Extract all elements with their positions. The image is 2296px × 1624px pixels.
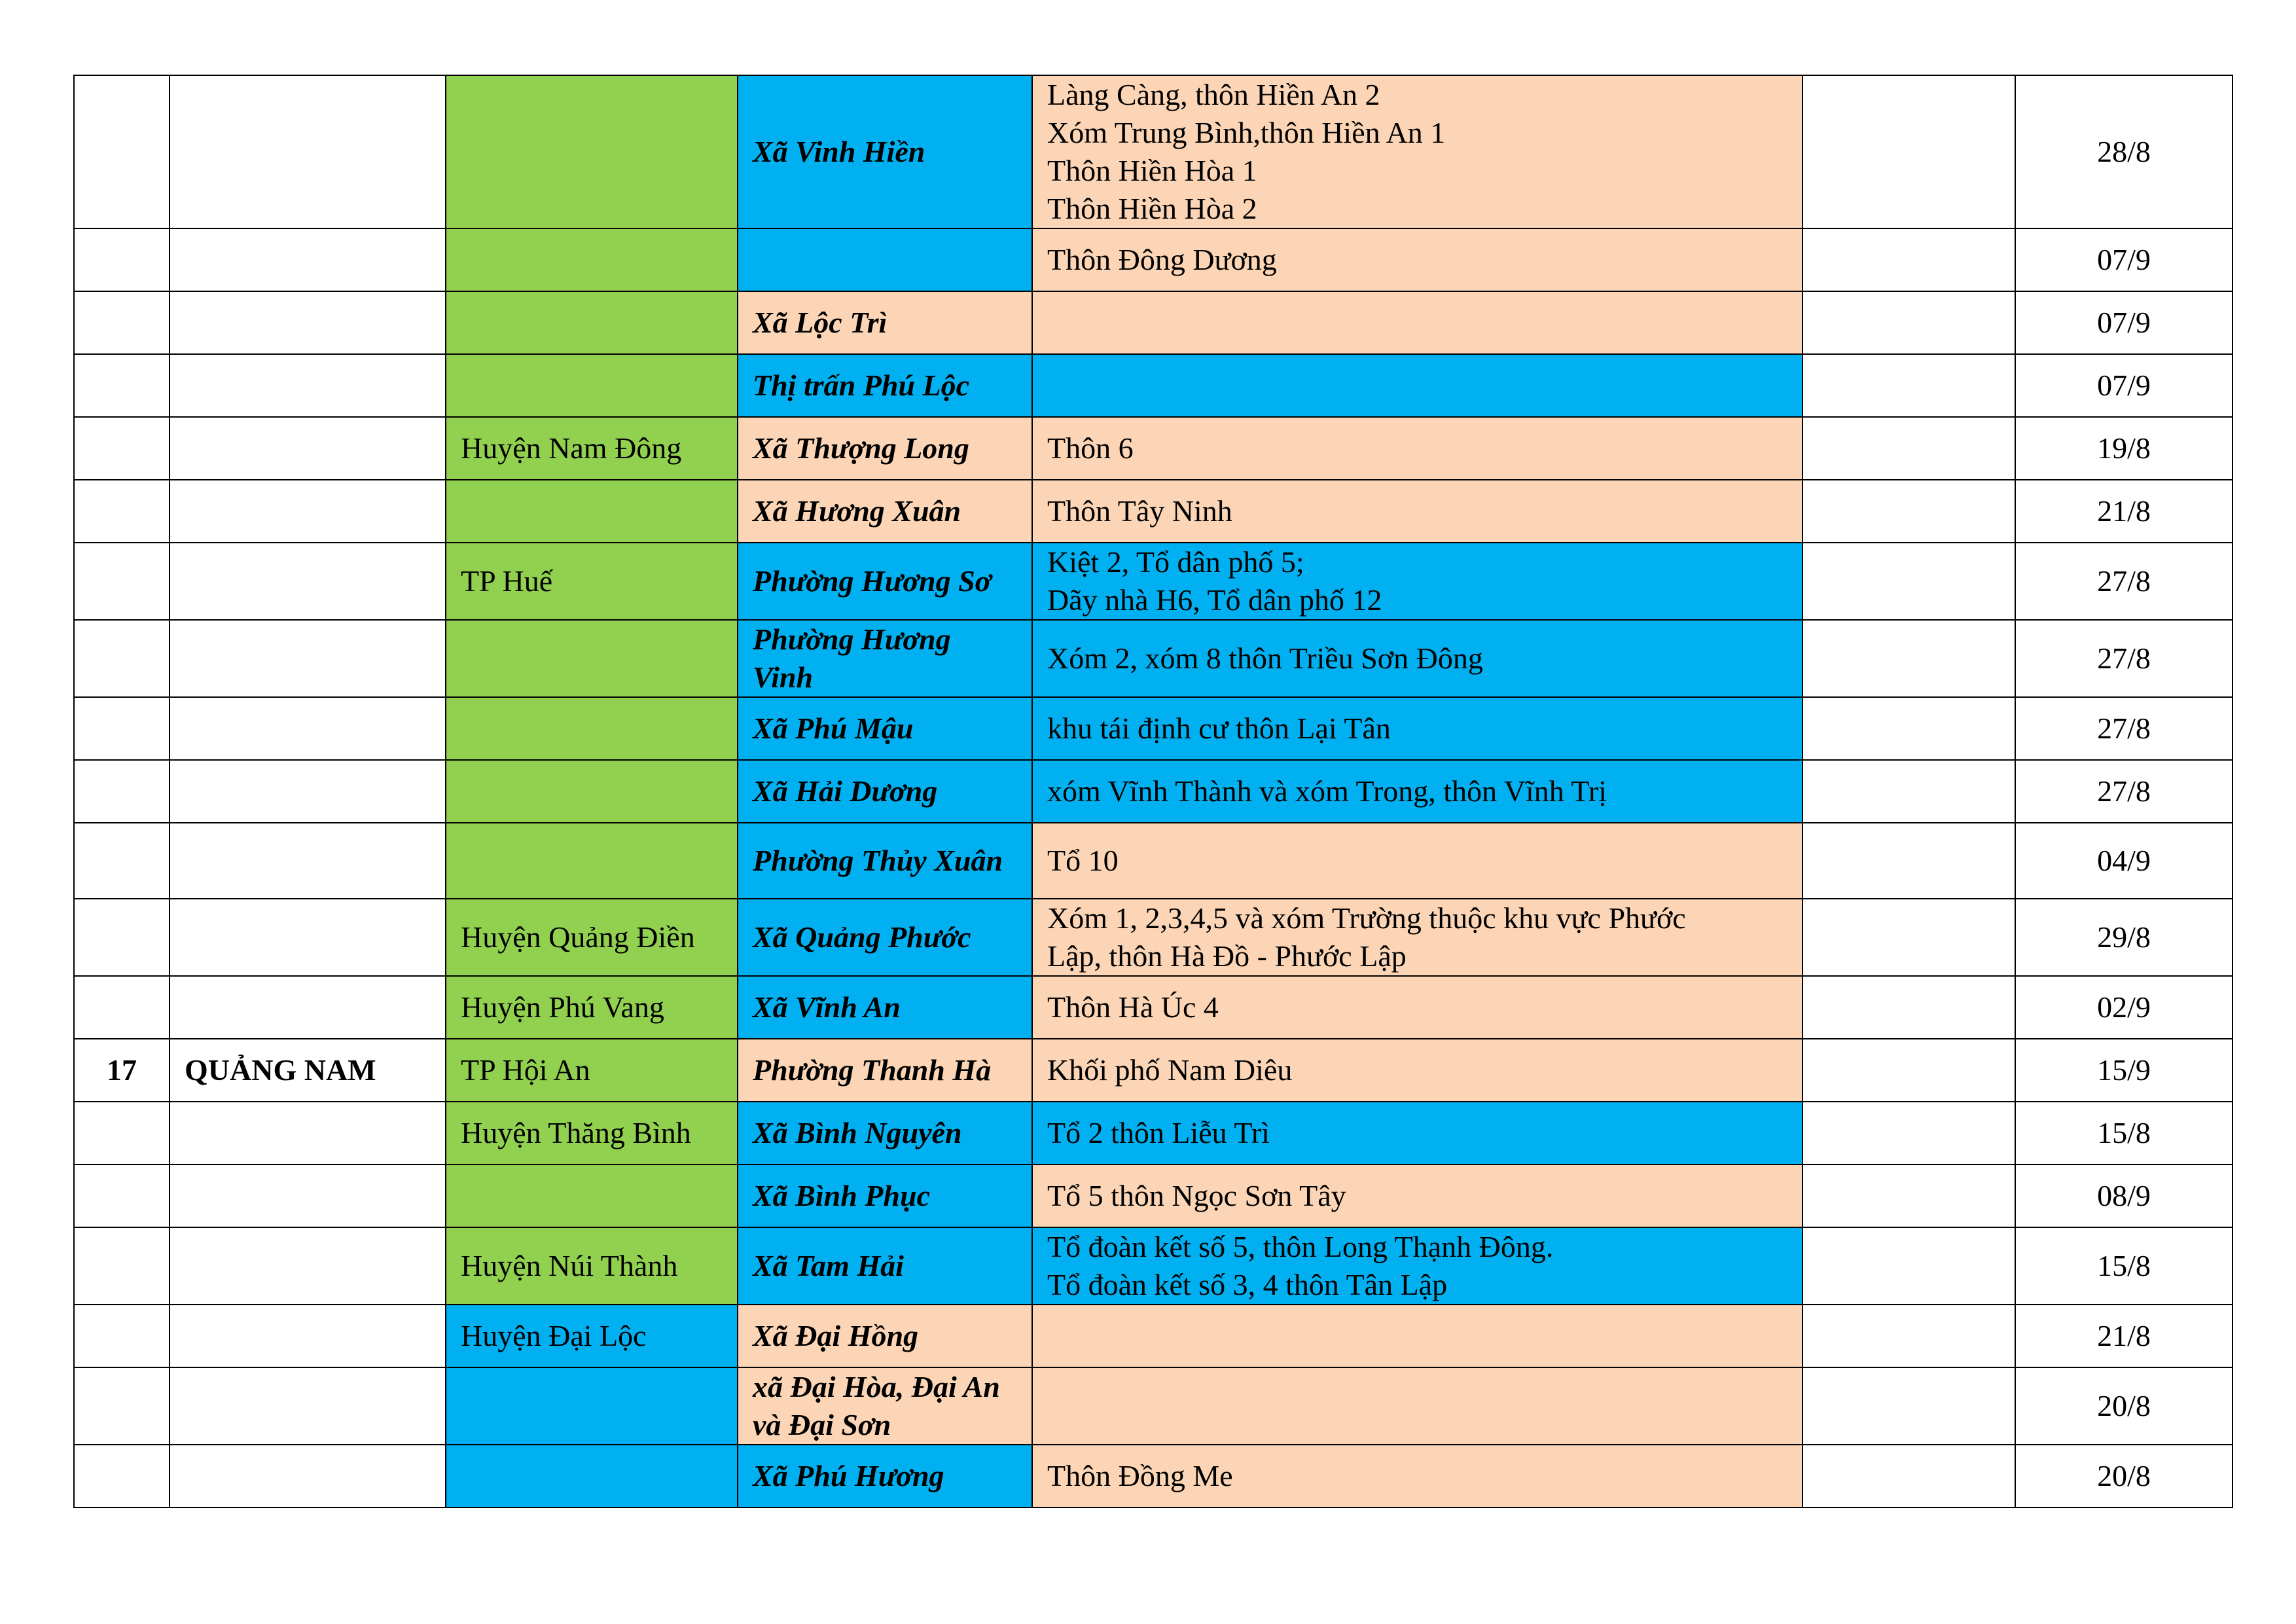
commune-cell: Xã Đại Hồng [738, 1305, 1032, 1367]
province-cell [170, 291, 446, 354]
area-cell [1032, 1367, 1803, 1445]
row-number-cell [74, 1102, 170, 1164]
empty-cell [1803, 620, 2015, 697]
area-line: Thôn Hà Úc 4 [1047, 990, 1219, 1024]
area-line: Thôn Hiền Hòa 2 [1047, 192, 1257, 225]
area-cell [1032, 228, 1803, 291]
province-cell [170, 1102, 446, 1164]
empty-cell [1803, 228, 2015, 291]
row-number-cell [74, 480, 170, 543]
province-cell [170, 1164, 446, 1227]
empty-cell [1803, 760, 2015, 823]
district-cell: TP Hội An [446, 1039, 738, 1102]
district-cell: TP Huế [446, 543, 738, 620]
district-cell [446, 354, 738, 417]
area-cell [1032, 1164, 1803, 1227]
empty-cell [1803, 976, 2015, 1039]
province-cell [170, 480, 446, 543]
area-cell [1032, 1227, 1803, 1305]
area-line: Xóm Trung Bình,thôn Hiền An 1 [1047, 116, 1446, 149]
area-line: Xóm 2, xóm 8 thôn Triều Sơn Đông [1047, 641, 1483, 675]
province-cell [170, 1227, 446, 1305]
table-row [74, 760, 2233, 823]
table-row [74, 823, 2233, 899]
date-cell: 21/8 [2015, 1305, 2233, 1367]
area-cell [1032, 75, 1803, 228]
commune-cell: Phường Thủy Xuân [738, 823, 1032, 899]
area-line: Khối phố Nam Diêu [1047, 1053, 1293, 1087]
area-line: Thôn Đông Dương [1047, 243, 1277, 276]
row-number-cell [74, 228, 170, 291]
area-cell [1032, 291, 1803, 354]
district-cell: Huyện Nam Đông [446, 417, 738, 480]
empty-cell [1803, 417, 2015, 480]
date-cell: 20/8 [2015, 1445, 2233, 1507]
district-cell [446, 1367, 738, 1445]
date-cell: 07/9 [2015, 228, 2233, 291]
row-number-cell [74, 620, 170, 697]
district-cell [446, 760, 738, 823]
table-row [74, 291, 2233, 354]
province-cell [170, 354, 446, 417]
empty-cell [1803, 543, 2015, 620]
district-cell [446, 480, 738, 543]
area-line: Tổ 2 thôn Liễu Trì [1047, 1116, 1270, 1149]
date-cell: 27/8 [2015, 697, 2233, 760]
area-line: Xóm 1, 2,3,4,5 và xóm Trường thuộc khu vực Phước [1047, 901, 1686, 935]
row-number-cell: 17 [74, 1039, 170, 1102]
row-number-cell [74, 1164, 170, 1227]
area-line: Lập, thôn Hà Đồ - Phước Lập [1047, 939, 1407, 973]
area-cell [1032, 697, 1803, 760]
row-number-cell [74, 976, 170, 1039]
province-cell [170, 1445, 446, 1507]
area-line: Làng Càng, thôn Hiền An 2 [1047, 78, 1380, 111]
row-number-cell [74, 1367, 170, 1445]
row-number-cell [74, 697, 170, 760]
empty-cell [1803, 899, 2015, 976]
district-cell: Huyện Thăng Bình [446, 1102, 738, 1164]
row-number-cell [74, 1305, 170, 1367]
date-cell: 20/8 [2015, 1367, 2233, 1445]
area-line: Thôn 6 [1047, 431, 1134, 465]
commune-cell: Phường Thanh Hà [738, 1039, 1032, 1102]
commune-cell: Xã Thượng Long [738, 417, 1032, 480]
table-row [74, 620, 2233, 697]
province-cell: QUẢNG NAM [170, 1039, 446, 1102]
commune-cell: Phường Hương Vinh [738, 620, 1032, 697]
district-cell [446, 697, 738, 760]
district-cell [446, 620, 738, 697]
commune-cell: Xã Phú Hương [738, 1445, 1032, 1507]
date-cell: 02/9 [2015, 976, 2233, 1039]
district-cell [446, 291, 738, 354]
area-cell [1032, 1305, 1803, 1367]
date-cell: 15/8 [2015, 1227, 2233, 1305]
province-cell [170, 417, 446, 480]
date-cell: 21/8 [2015, 480, 2233, 543]
table-row [74, 228, 2233, 291]
date-cell: 07/9 [2015, 291, 2233, 354]
area-line: Kiệt 2, Tổ dân phố 5; [1047, 545, 1304, 579]
area-cell [1032, 1039, 1803, 1102]
district-cell [446, 823, 738, 899]
table-row [74, 417, 2233, 480]
date-cell: 04/9 [2015, 823, 2233, 899]
table-row [74, 480, 2233, 543]
province-cell [170, 823, 446, 899]
date-cell: 29/8 [2015, 899, 2233, 976]
province-cell [170, 697, 446, 760]
row-number-cell [74, 75, 170, 228]
area-cell [1032, 620, 1803, 697]
area-line: Tổ 10 [1047, 844, 1119, 877]
area-cell [1032, 760, 1803, 823]
date-cell: 07/9 [2015, 354, 2233, 417]
table-row [74, 1039, 2233, 1102]
district-cell: Huyện Đại Lộc [446, 1305, 738, 1367]
empty-cell [1803, 354, 2015, 417]
table-row [74, 1102, 2233, 1164]
commune-cell: Xã Vinh Hiền [738, 75, 1032, 228]
area-line: Tổ đoàn kết số 5, thôn Long Thạnh Đông. [1047, 1230, 1554, 1263]
area-line: xóm Vĩnh Thành và xóm Trong, thôn Vĩnh Trị [1047, 774, 1607, 808]
area-cell [1032, 976, 1803, 1039]
table-row [74, 1367, 2233, 1445]
date-cell: 27/8 [2015, 760, 2233, 823]
table-row [74, 1305, 2233, 1367]
row-number-cell [74, 1445, 170, 1507]
area-line: Dãy nhà H6, Tổ dân phố 12 [1047, 583, 1382, 617]
empty-cell [1803, 1039, 2015, 1102]
commune-cell: Phường Hương Sơ [738, 543, 1032, 620]
district-cell: Huyện Phú Vang [446, 976, 738, 1039]
district-cell [446, 1445, 738, 1507]
empty-cell [1803, 823, 2015, 899]
district-cell [446, 228, 738, 291]
province-cell [170, 75, 446, 228]
area-cell [1032, 543, 1803, 620]
row-number-cell [74, 354, 170, 417]
empty-cell [1803, 1227, 2015, 1305]
table-row [74, 75, 2233, 228]
empty-cell [1803, 1164, 2015, 1227]
province-cell [170, 543, 446, 620]
empty-cell [1803, 1305, 2015, 1367]
row-number-cell [74, 760, 170, 823]
area-cell [1032, 354, 1803, 417]
commune-cell: Xã Tam Hải [738, 1227, 1032, 1305]
row-number-cell [74, 417, 170, 480]
row-number-cell [74, 899, 170, 976]
area-cell [1032, 823, 1803, 899]
table-row [74, 976, 2233, 1039]
date-cell: 27/8 [2015, 543, 2233, 620]
province-cell [170, 760, 446, 823]
outbreak-area-table [73, 75, 2233, 1508]
empty-cell [1803, 1102, 2015, 1164]
table-row [74, 354, 2233, 417]
area-cell [1032, 417, 1803, 480]
district-cell [446, 75, 738, 228]
area-line: Thôn Đồng Me [1047, 1459, 1233, 1492]
commune-cell: Xã Hương Xuân [738, 480, 1032, 543]
date-cell: 15/9 [2015, 1039, 2233, 1102]
area-line: Thôn Hiền Hòa 1 [1047, 154, 1257, 187]
table-row [74, 1445, 2233, 1507]
commune-cell: Xã Vĩnh An [738, 976, 1032, 1039]
area-line: Tổ 5 thôn Ngọc Sơn Tây [1047, 1179, 1346, 1212]
date-cell: 28/8 [2015, 75, 2233, 228]
commune-cell [738, 228, 1032, 291]
table-row [74, 1164, 2233, 1227]
area-cell [1032, 899, 1803, 976]
district-cell: Huyện Núi Thành [446, 1227, 738, 1305]
table-row [74, 543, 2233, 620]
row-number-cell [74, 823, 170, 899]
commune-cell: Xã Bình Nguyên [738, 1102, 1032, 1164]
province-cell [170, 899, 446, 976]
date-cell: 27/8 [2015, 620, 2233, 697]
area-cell [1032, 480, 1803, 543]
date-cell: 19/8 [2015, 417, 2233, 480]
empty-cell [1803, 1445, 2015, 1507]
district-cell: Huyện Quảng Điền [446, 899, 738, 976]
area-line: Tổ đoàn kết số 3, 4 thôn Tân Lập [1047, 1268, 1448, 1301]
province-cell [170, 976, 446, 1039]
table-row [74, 697, 2233, 760]
commune-cell: Xã Lộc Trì [738, 291, 1032, 354]
area-cell [1032, 1102, 1803, 1164]
empty-cell [1803, 1367, 2015, 1445]
province-cell [170, 1367, 446, 1445]
commune-cell: Xã Phú Mậu [738, 697, 1032, 760]
commune-cell: Thị trấn Phú Lộc [738, 354, 1032, 417]
date-cell: 15/8 [2015, 1102, 2233, 1164]
province-cell [170, 1305, 446, 1367]
area-cell [1032, 1445, 1803, 1507]
province-cell [170, 228, 446, 291]
row-number-cell [74, 543, 170, 620]
row-number-cell [74, 291, 170, 354]
commune-cell: Xã Quảng Phước [738, 899, 1032, 976]
area-line: khu tái định cư thôn Lại Tân [1047, 712, 1391, 745]
row-number-cell [74, 1227, 170, 1305]
district-cell [446, 1164, 738, 1227]
empty-cell [1803, 75, 2015, 228]
area-line: Thôn Tây Ninh [1047, 494, 1232, 528]
empty-cell [1803, 291, 2015, 354]
date-cell: 08/9 [2015, 1164, 2233, 1227]
commune-cell: Xã Bình Phục [738, 1164, 1032, 1227]
empty-cell [1803, 480, 2015, 543]
table-row [74, 1227, 2233, 1305]
commune-cell: xã Đại Hòa, Đại An và Đại Sơn [738, 1367, 1032, 1445]
commune-cell: Xã Hải Dương [738, 760, 1032, 823]
province-cell [170, 620, 446, 697]
table-row [74, 899, 2233, 976]
empty-cell [1803, 697, 2015, 760]
